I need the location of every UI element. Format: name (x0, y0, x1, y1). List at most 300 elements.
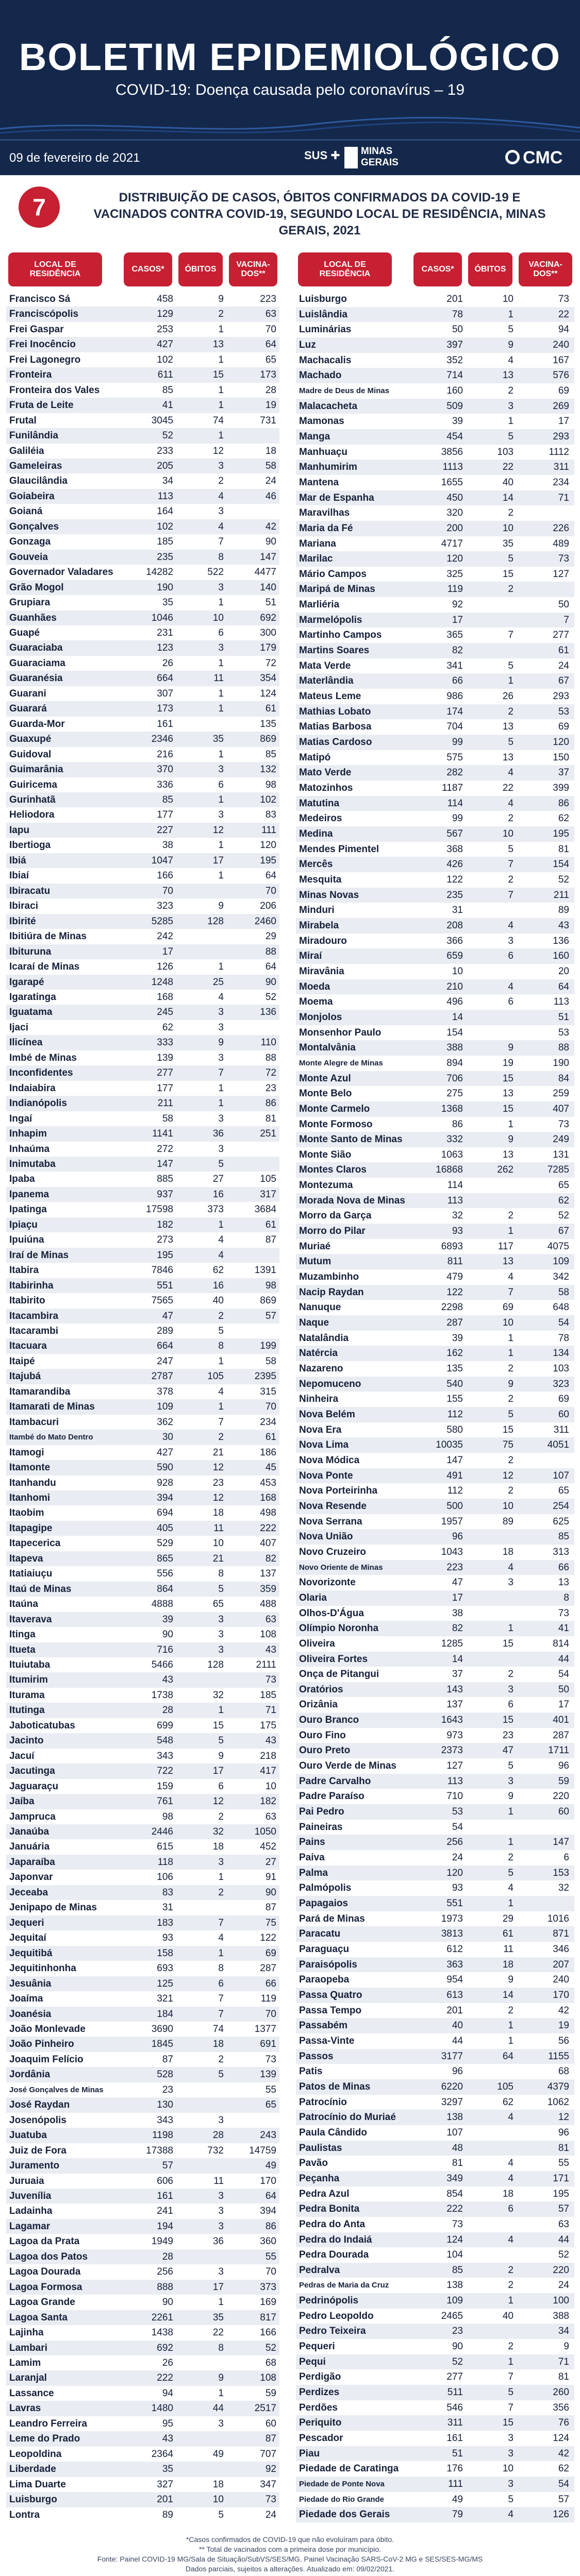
deaths-value: 32 (212, 1826, 224, 1838)
table-row (296, 704, 574, 720)
municipality-name: Jesuânia (9, 1978, 52, 1989)
deaths-value: 5 (508, 2494, 513, 2505)
cases-value: 89 (162, 2509, 173, 2520)
deaths-value: 62 (502, 2096, 513, 2108)
cases-value: 1949 (151, 2236, 173, 2247)
deaths-value: 9 (218, 901, 224, 912)
vaccinated-value: 64 (265, 339, 276, 350)
cases-value: 176 (446, 2463, 463, 2475)
municipality-name: Jaíba (9, 1796, 35, 1807)
vaccinated-value: 73 (265, 2494, 276, 2505)
deaths-value: 69 (502, 1302, 513, 1313)
table-row (6, 2341, 279, 2355)
table-row (296, 1682, 574, 1698)
table-row (296, 2232, 574, 2248)
vaccinated-value: 170 (260, 2175, 276, 2187)
municipality-name: Guarani (9, 688, 46, 699)
vaccinated-value: 311 (553, 462, 569, 473)
municipality-name: Itamogi (9, 1447, 44, 1458)
deaths-value: 3 (508, 2433, 513, 2444)
deaths-value: 10 (212, 612, 224, 623)
municipality-name: Ouro Verde de Minas (299, 1760, 396, 1772)
table-row (6, 1946, 279, 1961)
cases-value: 548 (157, 1735, 173, 1747)
table-row (296, 551, 574, 567)
table-row (296, 1758, 574, 1774)
deaths-value: 9 (508, 1134, 513, 1145)
municipality-name: Lajinha (9, 2327, 44, 2338)
table-row (296, 1713, 574, 1728)
deaths-value: 13 (502, 1088, 513, 1099)
table-row (296, 1300, 574, 1315)
cases-value: 223 (446, 1562, 463, 1573)
table-row (6, 428, 279, 443)
cases-value: 158 (157, 1947, 173, 1959)
municipality-name: Governador Valadares (9, 567, 113, 578)
municipality-name: Ibiracatu (9, 885, 51, 896)
cases-value: 277 (446, 2371, 463, 2383)
cases-value: 39 (452, 1332, 463, 1344)
municipality-name: Ipanema (9, 1189, 49, 1200)
cases-value: 138 (446, 2112, 463, 2123)
cases-value: 173 (157, 703, 173, 715)
cases-value: 5466 (151, 1659, 173, 1671)
deaths-value: 1 (508, 2356, 513, 2367)
municipality-name: Goiabeira (9, 490, 55, 502)
municipality-name: Paraguaçu (299, 1944, 350, 1955)
table-row (296, 888, 574, 903)
table-row (6, 1263, 279, 1278)
vaccinated-value: 111 (261, 824, 276, 836)
table-row (296, 1269, 574, 1285)
table-row (296, 1850, 574, 1866)
municipality-name: Leandro Ferreira (9, 2418, 87, 2429)
cases-value: 147 (446, 1454, 463, 1466)
table-row (6, 1916, 279, 1930)
table-row (296, 2110, 574, 2125)
municipality-name: Perdizes (299, 2387, 340, 2398)
cases-value: 126 (157, 961, 173, 973)
table-row (296, 1437, 574, 1453)
municipality-name: Luminárias (299, 324, 352, 335)
deaths-value: 3 (218, 2190, 224, 2201)
cases-value: 1643 (441, 1715, 463, 1726)
deaths-value: 4 (508, 981, 513, 992)
deaths-value: 522 (207, 567, 224, 578)
cases-value: 336 (157, 779, 173, 790)
vaccinated-value: 96 (558, 2127, 569, 2138)
municipality-name: Lima Duarte (9, 2479, 66, 2490)
cases-value: 7565 (151, 1295, 173, 1307)
table-row (6, 1309, 279, 1324)
table-row (296, 1422, 574, 1438)
cases-value: 1113 (442, 462, 463, 473)
cases-value: 722 (157, 1766, 173, 1777)
municipality-name: Frei Gaspar (9, 324, 64, 335)
table-row (6, 2507, 279, 2522)
table-row (6, 1202, 279, 1217)
vaccinated-value: 169 (260, 2297, 276, 2308)
municipality-name: Jacinto (9, 1735, 44, 1747)
cases-value: 349 (446, 2173, 463, 2184)
vaccinated-value: 89 (558, 905, 569, 916)
vaccinated-value: 107 (553, 1470, 569, 1481)
deaths-value: 15 (502, 568, 513, 580)
municipality-name: Maravilhas (299, 507, 350, 519)
table-row (6, 2295, 279, 2310)
vaccinated-value: 1391 (254, 1265, 276, 1276)
deaths-value: 128 (207, 916, 224, 927)
table-row (6, 1111, 279, 1126)
table-row (6, 1415, 279, 1430)
deaths-value: 18 (212, 1507, 224, 1519)
deaths-value: 5 (508, 1867, 513, 1878)
table-row (296, 490, 574, 506)
deaths-value: 2 (218, 1887, 224, 1898)
cases-value: 1047 (151, 855, 173, 866)
table-row (296, 1514, 574, 1530)
cases-value: 235 (157, 551, 173, 563)
table-row (296, 1606, 574, 1621)
cases-value: 52 (452, 2356, 463, 2367)
municipality-name: Leopoldina (9, 2448, 62, 2460)
sus-logo: SUS ✚ (304, 149, 340, 162)
deaths-value: 2 (508, 1394, 513, 1405)
municipality-name: Lambari (9, 2342, 47, 2353)
municipality-name: Piedade de Ponte Nova (299, 2480, 385, 2489)
deaths-value: 732 (207, 2145, 224, 2156)
vaccinated-value: 12 (558, 2112, 569, 2123)
mg-flag-icon (344, 147, 358, 168)
deaths-value: 3 (218, 2206, 224, 2217)
municipality-name: Heliodora (9, 809, 55, 821)
vaccinated-value: 124 (260, 688, 276, 699)
table-row (6, 2143, 279, 2158)
municipality-name: Gurinhatã (9, 794, 56, 806)
deaths-value: 3 (218, 1614, 224, 1625)
table-row (6, 413, 279, 428)
deaths-value: 6 (508, 2204, 513, 2215)
table-row (6, 1005, 279, 1020)
table-row (6, 1718, 279, 1733)
cases-value: 2364 (151, 2448, 173, 2460)
cases-value: 362 (157, 1416, 173, 1428)
deaths-value: 5 (508, 660, 513, 671)
cases-value: 82 (452, 645, 463, 656)
municipality-name: Passos (299, 2050, 334, 2062)
cases-value: 90 (162, 2297, 173, 2308)
cases-value: 122 (446, 874, 463, 885)
deaths-value: 4 (508, 920, 513, 931)
cases-value: 30 (162, 1432, 173, 1443)
table-row (296, 2201, 574, 2217)
bulletin-date: 09 de fevereiro de 2021 (9, 151, 140, 165)
table-row (296, 1820, 574, 1835)
vaccinated-value: 1155 (548, 2050, 569, 2062)
cases-value: 53 (452, 1806, 463, 1818)
cases-value: 394 (157, 1493, 173, 1503)
deaths-value: 3 (218, 1007, 224, 1018)
deaths-value: 4 (218, 490, 224, 502)
header-casos-right: CASOS* (413, 252, 462, 286)
table-row (6, 1187, 279, 1202)
vaccinated-value: 206 (260, 901, 276, 912)
municipality-name: Peçanha (299, 2173, 340, 2184)
cases-value: 888 (157, 2281, 173, 2293)
table-row (296, 1208, 574, 1224)
table-row (296, 1667, 574, 1682)
municipality-name: João Monlevade (9, 2023, 86, 2035)
deaths-value: 8 (218, 1568, 224, 1580)
cases-value: 7846 (151, 1265, 173, 1276)
municipality-name: Ibitiúra de Minas (9, 931, 87, 942)
table-row (6, 807, 279, 822)
vaccinated-value: 317 (260, 1189, 276, 1200)
cases-value: 277 (157, 1067, 173, 1079)
vaccinated-value: 869 (260, 734, 276, 745)
vaccinated-value: 75 (265, 1917, 276, 1928)
municipality-name: Pedras de Maria da Cruz (299, 2281, 389, 2290)
table-row (6, 2325, 279, 2340)
vaccinated-value: 9 (564, 2341, 569, 2352)
cases-value: 17 (162, 946, 173, 957)
deaths-value: 3 (218, 2266, 224, 2278)
vaccinated-value: 63 (265, 1811, 276, 1822)
municipality-name: Januária (9, 1841, 50, 1853)
municipality-name: Pedralva (299, 2264, 340, 2276)
municipality-name: Montes Claros (299, 1164, 367, 1176)
municipality-name: Natalândia (299, 1332, 349, 1344)
vaccinated-value: 489 (553, 538, 569, 549)
vaccinated-value: 139 (260, 2069, 276, 2080)
vaccinated-value: 254 (553, 1500, 569, 1512)
municipality-name: Nova Lima (299, 1439, 349, 1451)
municipality-name: Goianá (9, 506, 43, 517)
municipality-name: Juatuba (9, 2130, 47, 2141)
table-row (296, 643, 574, 658)
table-row (6, 1248, 279, 1263)
table-row (296, 1453, 574, 1468)
cases-value: 3045 (151, 415, 173, 426)
vaccinated-value: 154 (553, 859, 569, 870)
cases-value: 664 (157, 1341, 173, 1352)
table-row (6, 2234, 279, 2249)
table-row (296, 1942, 574, 1957)
cases-value: 23 (452, 2326, 463, 2337)
municipality-name: Itamarati de Minas (9, 1401, 95, 1413)
deaths-value: 262 (497, 1164, 513, 1176)
table-row (6, 459, 279, 473)
deaths-value: 2 (508, 1210, 513, 1222)
cases-value: 575 (446, 752, 463, 763)
deaths-value: 7 (508, 859, 513, 870)
cases-value: 222 (446, 2204, 463, 2215)
vaccinated-value: 17 (558, 1699, 569, 1710)
municipality-name: Onça de Pitangui (299, 1669, 379, 1680)
deaths-value: 10 (502, 522, 513, 534)
vaccinated-value: 98 (265, 779, 276, 790)
vaccinated-value: 34 (558, 2326, 569, 2337)
municipality-name: Itaú de Minas (9, 1583, 72, 1595)
table-row (296, 842, 574, 857)
table-row (6, 337, 279, 352)
vaccinated-value: 87 (265, 2433, 276, 2445)
vaccinated-value: 68 (265, 2357, 276, 2368)
table-row (6, 2067, 279, 2082)
deaths-value: 5 (218, 1158, 224, 1170)
deaths-value: 4 (508, 798, 513, 809)
vaccinated-value: 88 (265, 946, 276, 957)
municipality-name: Piedade dos Gerais (299, 2509, 390, 2520)
vaccinated-value: 311 (553, 1424, 569, 1435)
table-row (6, 1384, 279, 1399)
municipality-name: Pedra Dourada (299, 2249, 369, 2261)
vaccinated-value: 71 (558, 2356, 569, 2367)
cases-value: 332 (446, 1134, 463, 1145)
deaths-value: 23 (212, 1477, 224, 1488)
table-row (6, 823, 279, 838)
vaccinated-value: 10 (265, 1781, 276, 1792)
municipality-name: Leme do Prado (9, 2433, 80, 2445)
deaths-value: 1 (218, 1219, 224, 1230)
vaccinated-value: 58 (265, 461, 276, 471)
table-row (296, 1392, 574, 1407)
table-row (6, 1476, 279, 1490)
vaccinated-value: 90 (265, 1887, 276, 1898)
municipality-name: Iturama (9, 1689, 45, 1701)
municipality-name: Ibertioga (9, 840, 51, 851)
deaths-value: 6 (218, 1978, 224, 1989)
vaccinated-value: 73 (558, 1607, 569, 1619)
cases-value: 1187 (442, 783, 463, 794)
deaths-value: 6 (508, 951, 513, 962)
municipality-name: Guaxupé (9, 734, 52, 745)
cases-value: 865 (157, 1553, 173, 1564)
cases-value: 73 (452, 2218, 463, 2230)
municipality-name: Lagoa dos Patos (9, 2251, 88, 2262)
cases-value: 282 (446, 767, 463, 778)
municipality-name: Passabém (299, 2020, 348, 2031)
cases-value: 139 (157, 1052, 173, 1063)
vaccinated-value: 51 (558, 1011, 569, 1023)
municipality-name: Francisco Sá (9, 294, 71, 304)
municipality-name: Jaboticatubas (9, 1720, 75, 1731)
vaccinated-value: 58 (558, 1286, 569, 1298)
vaccinated-value: 108 (260, 1629, 276, 1640)
municipality-name: Monte Carmelo (299, 1103, 370, 1114)
deaths-value: 1 (218, 1401, 224, 1413)
table-row (296, 475, 574, 490)
municipality-name: Ibirité (9, 916, 36, 927)
vaccinated-value: 199 (260, 1341, 276, 1352)
vaccinated-value: 52 (265, 991, 276, 1003)
footnote-fonte: Fonte: Painel COVID-19 MG/Sala de Situação/SubVS/SES/MG. Painel Vacinação SARS-CoV-2 MG e SES/SES-MG/MS (97, 2555, 483, 2563)
cases-value: 1738 (151, 1689, 173, 1701)
deaths-value: 8 (218, 551, 224, 563)
table-row (296, 1545, 574, 1560)
municipality-name: Frutal (9, 415, 37, 426)
municipality-name: Perdões (299, 2402, 338, 2413)
table-row (6, 519, 279, 534)
table-row (296, 673, 574, 689)
vaccinated-value: 88 (265, 1052, 276, 1063)
table-row (296, 399, 574, 414)
cases-value: 692 (157, 2342, 173, 2353)
table-row (6, 1961, 279, 1976)
deaths-value: 22 (502, 462, 513, 473)
municipality-name: Nanuque (299, 1302, 341, 1313)
table-row (6, 2249, 279, 2264)
vaccinated-value: 147 (553, 1837, 569, 1848)
cases-value: 162 (446, 1348, 463, 1359)
municipality-name: Japaraíba (9, 1856, 55, 1868)
deaths-value: 3 (218, 582, 224, 593)
cases-value: 210 (446, 981, 463, 992)
vaccinated-value: 63 (265, 309, 276, 320)
table-row (6, 1521, 279, 1536)
cases-value: 49 (452, 2494, 463, 2505)
table-row (296, 2263, 574, 2278)
cases-value: 28 (162, 2251, 173, 2262)
deaths-value: 1 (508, 1806, 513, 1818)
deaths-value: 2 (508, 706, 513, 717)
deaths-value: 2 (508, 385, 513, 396)
vaccinated-value: 135 (260, 718, 276, 730)
deaths-value: 3 (218, 1629, 224, 1640)
table-row (296, 322, 574, 337)
table-row (296, 1896, 574, 1911)
municipality-name: Itamarandiba (9, 1386, 71, 1397)
deaths-value: 2 (218, 1310, 224, 1321)
deaths-value: 64 (502, 2050, 513, 2062)
table-row (6, 2492, 279, 2507)
cases-value: 1141 (152, 1128, 173, 1140)
deaths-value: 1 (218, 384, 224, 396)
municipality-name: Inimutaba (9, 1158, 56, 1170)
municipality-name: Ibituruna (9, 946, 52, 957)
municipality-name: Iguatama (9, 1007, 53, 1018)
table-row (6, 747, 279, 762)
municipality-name: Mário Campos (299, 568, 367, 580)
table-row (296, 2247, 574, 2263)
municipality-name: Matias Barbosa (299, 721, 372, 733)
table-row (6, 398, 279, 413)
cases-value: 26 (162, 657, 173, 669)
vaccinated-value: 73 (558, 1118, 569, 1130)
table-row (6, 504, 279, 519)
deaths-value: 89 (502, 1516, 513, 1527)
municipality-name: Monjolos (299, 1011, 342, 1023)
cases-value: 458 (157, 294, 173, 304)
cases-value: 307 (157, 688, 173, 699)
deaths-value: 11 (213, 673, 224, 684)
deaths-value: 1 (508, 416, 513, 427)
deaths-value: 3 (508, 400, 513, 412)
deaths-value: 17 (212, 855, 224, 866)
deaths-value: 3 (218, 2114, 224, 2126)
vaccinated-value: 37 (558, 767, 569, 778)
cases-value: 426 (446, 859, 463, 870)
table-row (296, 2385, 574, 2400)
vaccinated-value: 360 (260, 2236, 276, 2247)
municipality-name: Palmópolis (299, 1883, 352, 1894)
vaccinated-value: 625 (553, 1516, 569, 1527)
deaths-value: 74 (212, 415, 224, 426)
municipality-name: Juramento (9, 2160, 60, 2172)
cmc-ring-icon (505, 150, 520, 164)
deaths-value: 3 (508, 935, 513, 946)
table-row (296, 1025, 574, 1041)
